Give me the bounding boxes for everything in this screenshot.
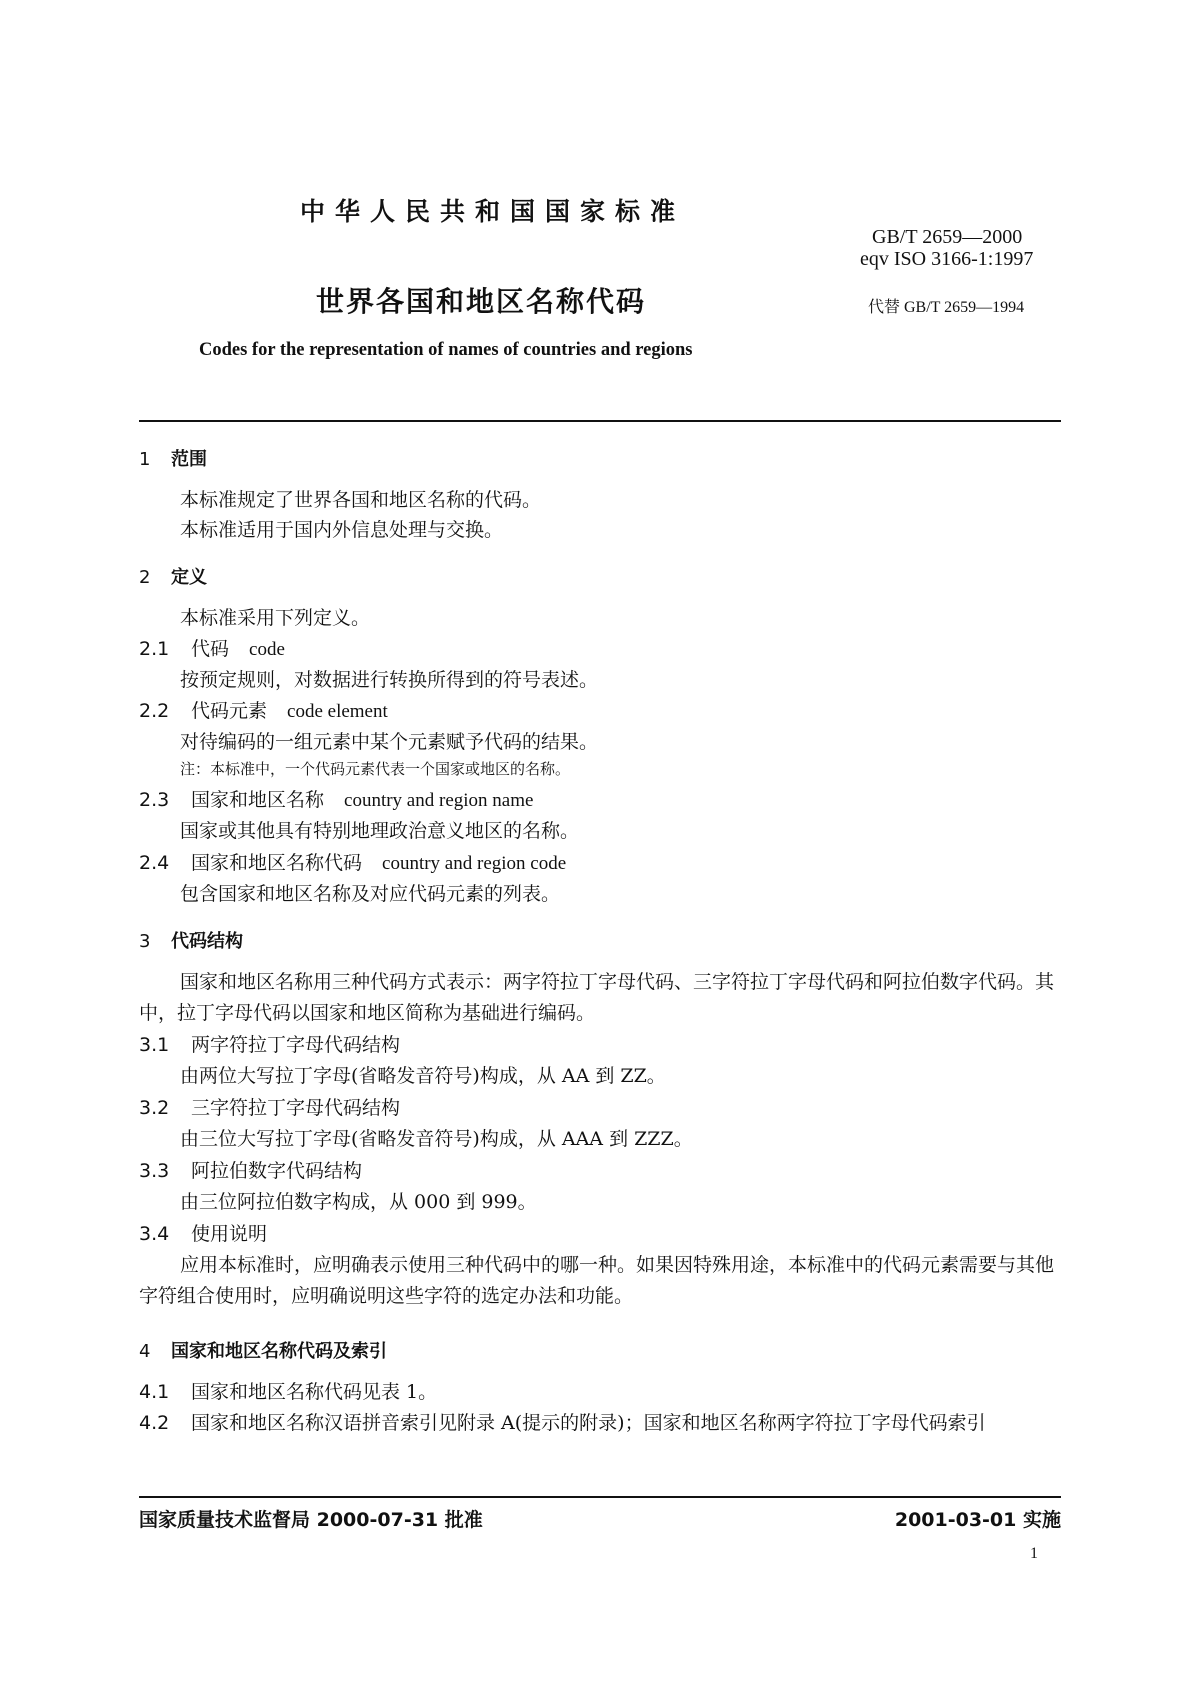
section-title: 国家和地区名称代码及索引 <box>171 1341 387 1362</box>
clause-text: 由三位大写拉丁字母(省略发音符号)构成，从 AAA 到 ZZZ。 <box>180 1128 693 1150</box>
term-en: country and region code <box>382 853 567 874</box>
footer-divider <box>139 1496 1061 1498</box>
clause-number: 2.3 <box>139 789 170 811</box>
header-divider <box>139 420 1061 422</box>
english-title: Codes for the representation of names of countries and regions <box>199 340 693 360</box>
document-title: 世界各国和地区名称代码 <box>316 285 647 318</box>
clause-2-4 <box>139 848 566 875</box>
section-1-heading <box>139 445 207 471</box>
section-4-heading <box>139 1337 387 1363</box>
definition-text: 包含国家和地区名称及对应代码元素的列表。 <box>180 883 561 905</box>
clause-title: 两字符拉丁字母代码结构 <box>191 1034 401 1056</box>
term-zh: 代码元素 <box>191 700 268 722</box>
paragraph: 本标准适用于国内外信息处理与交换。 <box>180 519 504 541</box>
clause-number: 2.4 <box>139 852 170 874</box>
section-title: 代码结构 <box>171 931 243 952</box>
clause-number: 3.1 <box>139 1034 170 1056</box>
clause-text: 国家和地区名称汉语拼音索引见附录 A(提示的附录)；国家和地区名称两字符拉丁字母代码索引 <box>191 1412 986 1434</box>
page-number: 1 <box>1030 1545 1038 1562</box>
section-number: 2 <box>139 567 151 588</box>
definition-text: 国家或其他具有特别地理政治意义地区的名称。 <box>180 820 580 842</box>
clause-number: 4.2 <box>139 1412 170 1434</box>
replaces-standard: 代替 GB/T 2659—1994 <box>868 299 1025 316</box>
clause-text: 由两位大写拉丁字母(省略发音符号)构成，从 AA 到 ZZ。 <box>180 1065 666 1087</box>
clause-3-3 <box>139 1156 362 1183</box>
section-number: 4 <box>139 1341 151 1362</box>
section-number: 1 <box>139 449 151 470</box>
term-zh: 国家和地区名称 <box>191 789 325 811</box>
section-title: 定义 <box>171 567 207 588</box>
paragraph: 本标准采用下列定义。 <box>180 607 371 629</box>
approval-statement: 国家质量技术监督局 2000-07-31 批准 <box>139 1509 483 1531</box>
clause-text: 国家和地区名称代码见表 1。 <box>191 1381 438 1403</box>
term-en: code element <box>287 701 388 722</box>
clause-title: 使用说明 <box>191 1223 268 1245</box>
clause-2-2 <box>139 696 388 723</box>
clause-number: 3.2 <box>139 1097 170 1119</box>
clause-number: 3.4 <box>139 1223 170 1245</box>
term-zh: 国家和地区名称代码 <box>191 852 363 874</box>
clause-number: 4.1 <box>139 1381 170 1403</box>
section-2-heading <box>139 563 207 589</box>
national-standard-heading: 中华人民共和国国家标准 <box>300 197 686 226</box>
clause-number: 3.3 <box>139 1160 170 1182</box>
section-title: 范围 <box>171 449 207 470</box>
section-number: 3 <box>139 931 151 952</box>
term-en: country and region name <box>344 790 534 811</box>
clause-title: 阿拉伯数字代码结构 <box>191 1160 363 1182</box>
definition-text: 对待编码的一组元素中某个元素赋予代码的结果。 <box>180 731 599 753</box>
clause-4-2 <box>139 1408 986 1435</box>
clause-title: 三字符拉丁字母代码结构 <box>191 1097 401 1119</box>
section-3-heading <box>139 927 243 953</box>
clause-2-1 <box>139 634 285 661</box>
clause-number: 2.1 <box>139 638 170 660</box>
definition-text: 按预定规则，对数据进行转换所得到的符号表述。 <box>180 669 599 691</box>
clause-3-1 <box>139 1030 400 1057</box>
equivalent-iso-code: eqv ISO 3166-1:1997 <box>860 248 1034 270</box>
clause-text: 由三位阿拉伯数字构成，从 000 到 999。 <box>180 1191 537 1213</box>
standard-code: GB/T 2659—2000 <box>872 226 1023 248</box>
paragraph: 本标准规定了世界各国和地区名称的代码。 <box>180 489 542 511</box>
clause-2-3 <box>139 785 533 812</box>
effective-date: 2001-03-01 实施 <box>894 1509 1061 1531</box>
paragraph: 国家和地区名称用三种代码方式表示：两字符拉丁字母代码、三字符拉丁字母代码和阿拉伯数字代码。其中，拉丁字母代码以国家和地区简称为基础进行编码。 <box>139 971 1055 1024</box>
term-en: code <box>249 639 285 660</box>
clause-3-2 <box>139 1093 400 1120</box>
clause-3-4 <box>139 1219 267 1246</box>
note: 注：本标准中，一个代码元素代表一个国家或地区的名称。 <box>180 760 571 778</box>
term-zh: 代码 <box>191 638 230 660</box>
clause-text: 应用本标准时，应明确表示使用三种代码中的哪一种。如果因特殊用途，本标准中的代码元素需要与其他字符组合使用时，应明确说明这些字符的选定办法和功能。 <box>139 1254 1055 1307</box>
clause-number: 2.2 <box>139 700 170 722</box>
clause-4-1 <box>139 1377 437 1404</box>
